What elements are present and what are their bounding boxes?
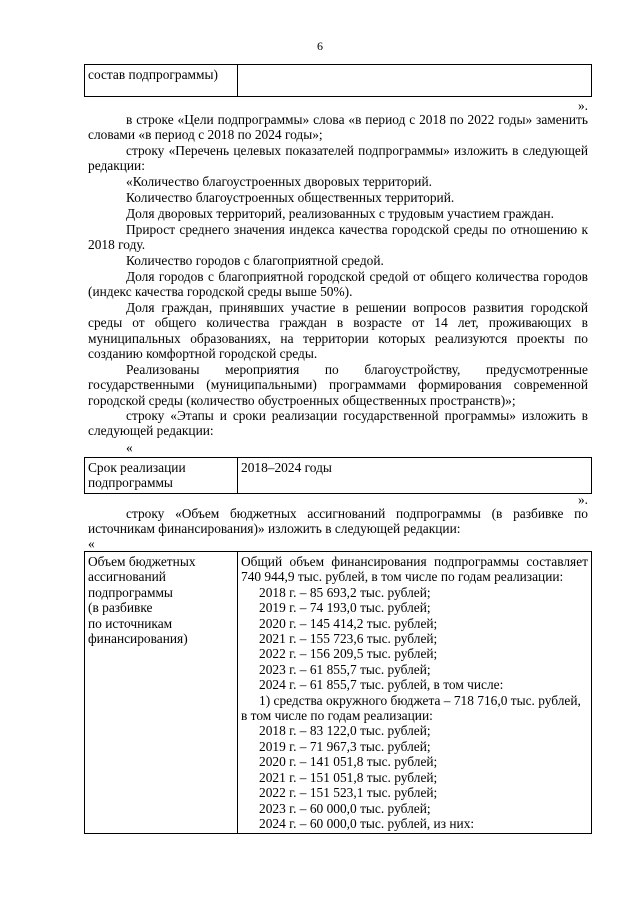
budget-year-row: 2019 г. – 74 193,0 тыс. рублей; bbox=[259, 600, 431, 616]
indicator-item: Реализованы мероприятия по благоустройству, предусмотренные государственными (муниципальными) программами формирования современной городской среды (количество обустроенных общественных пространств)»; bbox=[88, 362, 588, 408]
indicator-item: Доля городов с благоприятной городской средой от общего количества городов (индекс качества городской среды выше 50%). bbox=[88, 269, 588, 300]
budget-year-row: 2022 г. – 156 209,5 тыс. рублей; bbox=[259, 646, 438, 662]
indicator-item: Количество городов с благоприятной средой. bbox=[126, 253, 384, 268]
district-year-row: 2019 г. – 71 967,3 тыс. рублей; bbox=[259, 738, 431, 754]
term-value: 2018–2024 годы bbox=[238, 458, 592, 494]
district-year-row: 2020 г. – 141 051,8 тыс. рублей; bbox=[259, 754, 438, 770]
indicator-item: Прирост среднего значения индекса качества городской среды по отношению к 2018 году. bbox=[88, 222, 588, 253]
top-table-right-cell bbox=[238, 65, 592, 97]
budget-year-row: 2023 г. – 61 855,7 тыс. рублей; bbox=[259, 661, 431, 677]
term-label: Срок реализации подпрограммы bbox=[85, 458, 238, 494]
opening-quote: « bbox=[88, 536, 95, 551]
paragraph-goals: в строке «Цели подпрограммы» слова «в период с 2018 по 2022 годы» заменить словами «в период с 2018 по 2024 годы»; bbox=[88, 112, 588, 143]
budget-label-cell bbox=[85, 552, 238, 834]
indicator-item: «Количество благоустроенных дворовых территорий. bbox=[126, 174, 432, 189]
page-number: 6 bbox=[317, 39, 323, 53]
budget-label-line: ассигнований bbox=[88, 569, 166, 585]
district-year-row: 2022 г. – 151 523,1 тыс. рублей; bbox=[259, 785, 438, 801]
top-table-fragment bbox=[84, 64, 592, 97]
paragraph-stages-intro: строку «Этапы и сроки реализации государственной программы» изложить в следующей редакции: bbox=[88, 408, 588, 439]
budget-label-line: (в разбивке bbox=[88, 600, 153, 616]
budget-label-line: Объем бюджетных bbox=[88, 554, 196, 569]
budget-year-row: 2024 г. – 61 855,7 тыс. рублей, в том числе: bbox=[259, 677, 504, 693]
budget-value-cell bbox=[238, 552, 592, 834]
district-year-row: 2018 г. – 83 122,0 тыс. рублей; bbox=[259, 723, 431, 739]
district-budget-intro-cont: в том числе по годам реализации: bbox=[241, 708, 433, 724]
district-year-row: 2021 г. – 151 051,8 тыс. рублей; bbox=[259, 769, 438, 785]
district-year-row: 2024 г. – 60 000,0 тыс. рублей, из них: bbox=[259, 815, 475, 831]
budget-year-row: 2020 г. – 145 414,2 тыс. рублей; bbox=[259, 615, 438, 631]
indicator-item: Количество благоустроенных общественных территорий. bbox=[126, 190, 455, 205]
budget-label-line: по источникам bbox=[88, 615, 173, 631]
budget-label-line: финансирования) bbox=[88, 631, 188, 647]
budget-year-row: 2021 г. – 155 723,6 тыс. рублей; bbox=[259, 631, 438, 647]
top-table-left-cell: состав подпрограммы) bbox=[85, 65, 238, 97]
indicator-item: Доля граждан, принявших участие в решении вопросов развития городской среды от общего количества граждан в возрасте от 14 лет, проживающих в муниципальных образованиях, на территории которых реализуются проекты по созданию комфортной городской среды. bbox=[88, 300, 588, 362]
budget-total-intro: Общий объем финансирования подпрограммы составляет 740 944,9 тыс. рублей, в том числе по годам реализации: bbox=[241, 554, 588, 585]
paragraph-indicators-intro: строку «Перечень целевых показателей подпрограммы» изложить в следующей редакции: bbox=[88, 143, 588, 174]
opening-quote: « bbox=[126, 440, 133, 455]
district-year-row: 2023 г. – 60 000,0 тыс. рублей; bbox=[259, 800, 431, 816]
closing-quote: ». bbox=[577, 492, 588, 507]
paragraph-budget-intro: строку «Объем бюджетных ассигнований подпрограммы (в разбивке по источникам финансирования)» изложить в следующей редакции: bbox=[88, 506, 588, 537]
term-table bbox=[84, 457, 592, 494]
closing-quote: ». bbox=[577, 98, 588, 113]
budget-label-line: подпрограммы bbox=[88, 584, 173, 600]
budget-year-row: 2018 г. – 85 693,2 тыс. рублей; bbox=[259, 584, 431, 600]
district-budget-intro: 1) средства окружного бюджета – 718 716,0 тыс. рублей, bbox=[259, 692, 581, 708]
indicator-item: Доля дворовых территорий, реализованных с трудовым участием граждан. bbox=[126, 206, 554, 221]
budget-table bbox=[84, 551, 592, 834]
